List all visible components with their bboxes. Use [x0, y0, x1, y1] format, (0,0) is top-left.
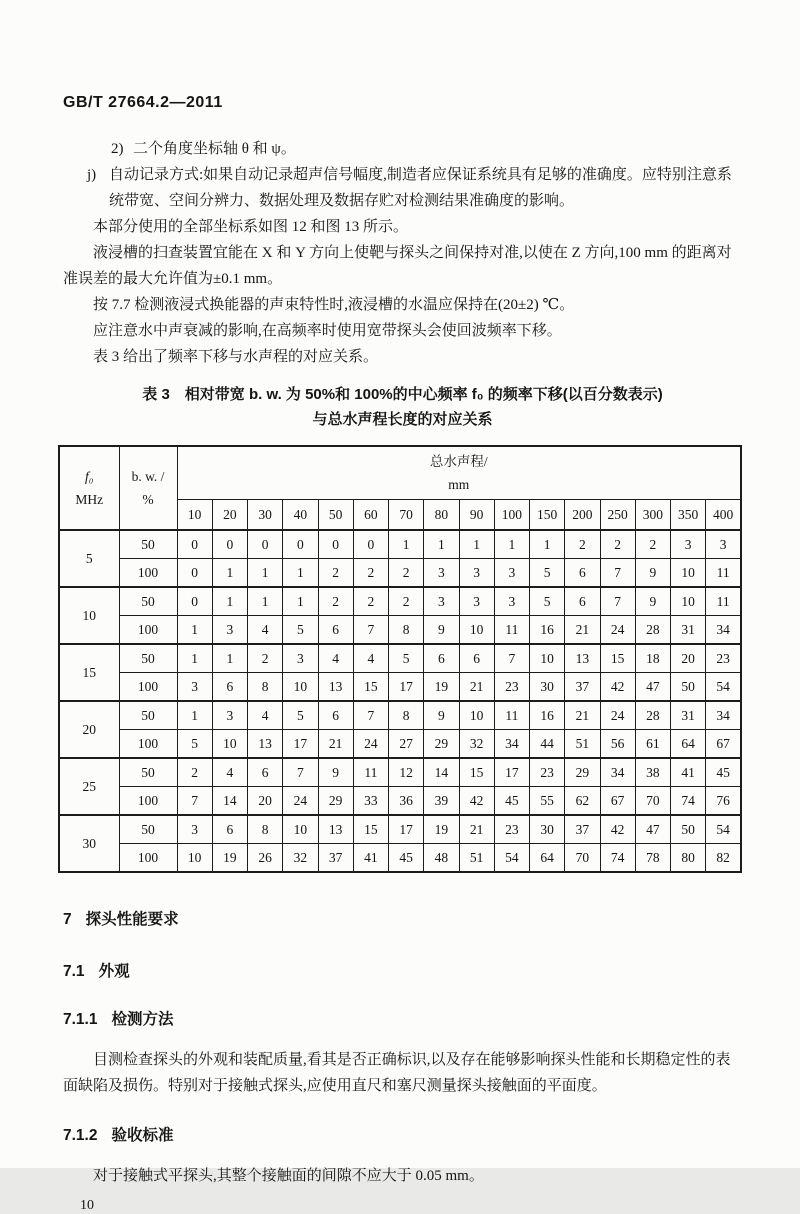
- header-waterpath-unit: mm: [448, 477, 470, 492]
- section-7-1-2-heading: [63, 1125, 742, 1147]
- table3-row-f0-25-bw-100: [59, 787, 741, 816]
- cell-value: 1: [424, 530, 459, 559]
- cell-value: 1: [248, 587, 283, 616]
- cell-value: 17: [389, 815, 424, 844]
- cell-value: 2: [318, 587, 353, 616]
- header-bw: [119, 446, 177, 530]
- cell-value: 11: [494, 616, 529, 645]
- header-waterpath: [177, 446, 741, 500]
- cell-value: 30: [530, 815, 565, 844]
- list-item-2-text: 二个角度坐标轴 θ 和 ψ。: [133, 141, 296, 157]
- cell-value: 41: [353, 844, 388, 873]
- header-distance-250: 250: [600, 500, 635, 531]
- cell-value: 5: [389, 644, 424, 673]
- header-distance-350: 350: [671, 500, 706, 531]
- cell-value: 5: [530, 559, 565, 588]
- table3-head: [59, 446, 741, 530]
- cell-value: 70: [635, 787, 670, 816]
- cell-bw: 100: [119, 844, 177, 873]
- cell-value: 16: [530, 701, 565, 730]
- cell-value: 76: [706, 787, 741, 816]
- header-waterpath-label: 总水声程/: [429, 454, 488, 469]
- cell-value: 13: [565, 644, 600, 673]
- header-bw-label: b. w. /: [131, 469, 165, 484]
- cell-value: 31: [671, 701, 706, 730]
- cell-value: 39: [424, 787, 459, 816]
- cell-value: 6: [318, 701, 353, 730]
- table3-row-f0-5-bw-50: [59, 530, 741, 559]
- cell-value: 5: [283, 616, 318, 645]
- cell-value: 37: [318, 844, 353, 873]
- cell-value: 16: [530, 616, 565, 645]
- cell-value: 23: [494, 673, 529, 702]
- cell-value: 21: [459, 815, 494, 844]
- cell-value: 21: [565, 701, 600, 730]
- cell-value: 2: [389, 559, 424, 588]
- cell-value: 2: [389, 587, 424, 616]
- paragraph-water-temperature: 按 7.7 检测液浸式换能器的声束特性时,液浸槽的水温应保持在(20±2) ℃。: [93, 297, 575, 313]
- cell-value: 7: [494, 644, 529, 673]
- cell-value: 14: [424, 758, 459, 787]
- cell-value: 1: [177, 616, 212, 645]
- header-distance-10: 10: [177, 500, 212, 531]
- cell-value: 1: [177, 701, 212, 730]
- cell-value: 47: [635, 815, 670, 844]
- cell-bw: 100: [119, 616, 177, 645]
- cell-value: 3: [177, 673, 212, 702]
- cell-value: 8: [389, 616, 424, 645]
- cell-value: 56: [600, 730, 635, 759]
- cell-value: 3: [212, 701, 247, 730]
- section-7-title: 探头性能要求: [85, 911, 179, 928]
- cell-value: 15: [353, 815, 388, 844]
- cell-value: 42: [459, 787, 494, 816]
- cell-value: 62: [565, 787, 600, 816]
- cell-value: 7: [353, 701, 388, 730]
- cell-bw: 50: [119, 758, 177, 787]
- cell-value: 47: [635, 673, 670, 702]
- cell-value: 11: [353, 758, 388, 787]
- cell-value: 3: [283, 644, 318, 673]
- cell-value: 4: [248, 701, 283, 730]
- cell-value: 2: [318, 559, 353, 588]
- cell-value: 9: [424, 616, 459, 645]
- list-block: [63, 136, 742, 214]
- table3-row-f0-30-bw-100: [59, 844, 741, 873]
- cell-bw: 50: [119, 644, 177, 673]
- cell-value: 27: [389, 730, 424, 759]
- cell-value: 2: [635, 530, 670, 559]
- cell-value: 29: [424, 730, 459, 759]
- header-distance-90: 90: [459, 500, 494, 531]
- table3-row-f0-15-bw-100: [59, 673, 741, 702]
- cell-value: 54: [494, 844, 529, 873]
- cell-value: 3: [494, 559, 529, 588]
- cell-value: 5: [530, 587, 565, 616]
- cell-value: 45: [494, 787, 529, 816]
- cell-value: 54: [706, 815, 741, 844]
- cell-value: 6: [248, 758, 283, 787]
- table3-row-f0-10-bw-100: [59, 616, 741, 645]
- cell-value: 0: [177, 559, 212, 588]
- doc-number: GB/T 27664.2—2011: [63, 94, 223, 111]
- cell-value: 3: [424, 587, 459, 616]
- cell-value: 6: [212, 673, 247, 702]
- header-distance-70: 70: [389, 500, 424, 531]
- cell-bw: 100: [119, 787, 177, 816]
- cell-value: 11: [706, 587, 741, 616]
- cell-value: 0: [212, 530, 247, 559]
- cell-value: 1: [177, 644, 212, 673]
- cell-value: 24: [600, 701, 635, 730]
- cell-value: 51: [565, 730, 600, 759]
- cell-value: 7: [600, 587, 635, 616]
- cell-value: 48: [424, 844, 459, 873]
- list-item-j-marker: j): [87, 167, 97, 183]
- header-distance-80: 80: [424, 500, 459, 531]
- section-7-heading: [63, 909, 742, 931]
- cell-value: 0: [283, 530, 318, 559]
- table3-row-f0-15-bw-50: [59, 644, 741, 673]
- cell-value: 13: [318, 815, 353, 844]
- cell-value: 1: [283, 587, 318, 616]
- cell-value: 24: [353, 730, 388, 759]
- paragraph-coordinate-systems: 本部分使用的全部坐标系如图 12 和图 13 所示。: [93, 219, 409, 235]
- paragraph-attenuation: 应注意水中声衰减的影响,在高频率时使用宽带探头会使回波频率下移。: [93, 323, 562, 339]
- table3-header-row-1: [59, 446, 741, 500]
- paragraph-table3-intro: 表 3 给出了频率下移与水声程的对应关系。: [93, 349, 379, 365]
- cell-value: 42: [600, 815, 635, 844]
- cell-value: 18: [635, 644, 670, 673]
- cell-value: 23: [706, 644, 741, 673]
- cell-value: 0: [248, 530, 283, 559]
- cell-value: 0: [177, 530, 212, 559]
- table3-title: [63, 382, 742, 432]
- cell-value: 14: [212, 787, 247, 816]
- cell-value: 36: [389, 787, 424, 816]
- header-distance-50: 50: [318, 500, 353, 531]
- cell-value: 4: [212, 758, 247, 787]
- section-7-1-1-number: 7.1.1: [63, 1011, 98, 1028]
- cell-value: 26: [248, 844, 283, 873]
- header-distance-200: 200: [565, 500, 600, 531]
- cell-value: 13: [318, 673, 353, 702]
- cell-value: 7: [600, 559, 635, 588]
- cell-value: 29: [565, 758, 600, 787]
- cell-value: 67: [600, 787, 635, 816]
- cell-value: 2: [565, 530, 600, 559]
- cell-value: 21: [318, 730, 353, 759]
- header-distance-100: 100: [494, 500, 529, 531]
- cell-value: 10: [671, 559, 706, 588]
- cell-value: 2: [600, 530, 635, 559]
- cell-value: 10: [530, 644, 565, 673]
- section-7-1-2-paragraph: 对于接触式平探头,其整个接触面的间隙不应大于 0.05 mm。: [93, 1168, 484, 1184]
- cell-value: 44: [530, 730, 565, 759]
- section-7-1-1-title: 检测方法: [111, 1011, 174, 1028]
- cell-value: 21: [565, 616, 600, 645]
- cell-value: 10: [459, 701, 494, 730]
- section-7-1-title: 外观: [98, 963, 130, 980]
- cell-bw: 50: [119, 587, 177, 616]
- cell-value: 6: [565, 559, 600, 588]
- cell-value: 4: [248, 616, 283, 645]
- list-item-j: [63, 162, 742, 214]
- cell-value: 6: [318, 616, 353, 645]
- cell-value: 64: [671, 730, 706, 759]
- cell-value: 3: [212, 616, 247, 645]
- cell-value: 80: [671, 844, 706, 873]
- section-7-1-1-paragraph: 目测检查探头的外观和装配质量,看其是否正确标识,以及存在能够影响探头性能和长期稳定性的表面缺陷及损伤。特别对于接触式探头,应使用直尺和塞尺测量探头接触面的平面度。: [63, 1052, 731, 1094]
- cell-value: 1: [530, 530, 565, 559]
- cell-value: 23: [494, 815, 529, 844]
- cell-value: 2: [177, 758, 212, 787]
- header-distance-150: 150: [530, 500, 565, 531]
- cell-value: 9: [424, 701, 459, 730]
- header-bw-unit: %: [142, 492, 154, 507]
- cell-f0-10: 10: [59, 587, 119, 644]
- section-7-1-number: 7.1: [63, 963, 85, 980]
- cell-value: 7: [353, 616, 388, 645]
- cell-f0-5: 5: [59, 530, 119, 587]
- cell-value: 3: [494, 587, 529, 616]
- header-f0-symbol: f₀: [85, 469, 94, 484]
- cell-value: 10: [212, 730, 247, 759]
- cell-value: 12: [389, 758, 424, 787]
- cell-value: 74: [600, 844, 635, 873]
- cell-value: 32: [283, 844, 318, 873]
- cell-value: 20: [671, 644, 706, 673]
- cell-value: 78: [635, 844, 670, 873]
- cell-value: 2: [353, 559, 388, 588]
- cell-value: 15: [353, 673, 388, 702]
- cell-value: 10: [283, 815, 318, 844]
- cell-value: 9: [635, 559, 670, 588]
- section-7-1-heading: [63, 961, 742, 983]
- cell-f0-20: 20: [59, 701, 119, 758]
- cell-value: 5: [283, 701, 318, 730]
- cell-value: 34: [706, 701, 741, 730]
- cell-value: 2: [353, 587, 388, 616]
- cell-value: 0: [318, 530, 353, 559]
- cell-value: 17: [494, 758, 529, 787]
- cell-value: 10: [177, 844, 212, 873]
- table3-row-f0-5-bw-100: [59, 559, 741, 588]
- cell-value: 0: [353, 530, 388, 559]
- section-7-1-2-number: 7.1.2: [63, 1127, 98, 1144]
- section-7-1-1-heading: [63, 1009, 742, 1031]
- table3-title-line1: 表 3 相对带宽 b. w. 为 50%和 100%的中心频率 f₀ 的频率下移(以百分数表示): [142, 386, 663, 403]
- cell-value: 4: [353, 644, 388, 673]
- cell-value: 3: [424, 559, 459, 588]
- cell-value: 37: [565, 815, 600, 844]
- cell-bw: 100: [119, 673, 177, 702]
- cell-value: 28: [635, 616, 670, 645]
- cell-value: 31: [671, 616, 706, 645]
- cell-value: 41: [671, 758, 706, 787]
- section-7-1-2-title: 验收标准: [111, 1127, 174, 1144]
- cell-f0-30: 30: [59, 815, 119, 872]
- cell-value: 1: [283, 559, 318, 588]
- cell-value: 19: [424, 815, 459, 844]
- cell-value: 70: [565, 844, 600, 873]
- cell-value: 32: [459, 730, 494, 759]
- cell-value: 1: [248, 559, 283, 588]
- cell-value: 19: [212, 844, 247, 873]
- cell-value: 21: [459, 673, 494, 702]
- header-distance-30: 30: [248, 500, 283, 531]
- cell-value: 4: [318, 644, 353, 673]
- cell-value: 9: [635, 587, 670, 616]
- cell-value: 23: [530, 758, 565, 787]
- cell-bw: 100: [119, 559, 177, 588]
- cell-value: 6: [459, 644, 494, 673]
- cell-value: 10: [671, 587, 706, 616]
- table3-row-f0-10-bw-50: [59, 587, 741, 616]
- cell-value: 45: [706, 758, 741, 787]
- cell-value: 2: [248, 644, 283, 673]
- cell-value: 3: [706, 530, 741, 559]
- cell-value: 82: [706, 844, 741, 873]
- cell-value: 3: [459, 559, 494, 588]
- cell-value: 3: [671, 530, 706, 559]
- cell-value: 6: [565, 587, 600, 616]
- cell-bw: 100: [119, 730, 177, 759]
- cell-value: 11: [494, 701, 529, 730]
- table3-row-f0-25-bw-50: [59, 758, 741, 787]
- cell-bw: 50: [119, 701, 177, 730]
- cell-value: 55: [530, 787, 565, 816]
- header-distance-300: 300: [635, 500, 670, 531]
- cell-value: 61: [635, 730, 670, 759]
- page-number: 10: [80, 1198, 94, 1213]
- cell-value: 1: [494, 530, 529, 559]
- cell-value: 74: [671, 787, 706, 816]
- cell-value: 67: [706, 730, 741, 759]
- cell-value: 9: [318, 758, 353, 787]
- cell-value: 28: [635, 701, 670, 730]
- cell-value: 30: [530, 673, 565, 702]
- cell-value: 7: [283, 758, 318, 787]
- cell-value: 20: [248, 787, 283, 816]
- header-distance-60: 60: [353, 500, 388, 531]
- section-7-number: 7: [63, 911, 72, 928]
- cell-f0-25: 25: [59, 758, 119, 815]
- cell-value: 51: [459, 844, 494, 873]
- cell-value: 1: [212, 559, 247, 588]
- table3-row-f0-20-bw-100: [59, 730, 741, 759]
- cell-value: 8: [248, 815, 283, 844]
- table3-row-f0-20-bw-50: [59, 701, 741, 730]
- cell-value: 50: [671, 815, 706, 844]
- table3-row-f0-30-bw-50: [59, 815, 741, 844]
- cell-value: 24: [283, 787, 318, 816]
- cell-value: 3: [177, 815, 212, 844]
- cell-value: 24: [600, 616, 635, 645]
- cell-value: 15: [600, 644, 635, 673]
- table3-title-line2: 与总水声程长度的对应关系: [312, 411, 493, 428]
- list-item-2: [63, 136, 742, 162]
- cell-value: 8: [248, 673, 283, 702]
- cell-value: 1: [212, 644, 247, 673]
- cell-value: 10: [459, 616, 494, 645]
- table3: [58, 445, 742, 873]
- cell-value: 0: [177, 587, 212, 616]
- cell-value: 17: [283, 730, 318, 759]
- header-distance-20: 20: [212, 500, 247, 531]
- cell-value: 19: [424, 673, 459, 702]
- cell-value: 3: [459, 587, 494, 616]
- cell-bw: 50: [119, 530, 177, 559]
- cell-f0-15: 15: [59, 644, 119, 701]
- header-f0-unit: MHz: [75, 492, 104, 507]
- cell-value: 50: [671, 673, 706, 702]
- table3-body: [59, 530, 741, 872]
- cell-value: 42: [600, 673, 635, 702]
- cell-value: 34: [706, 616, 741, 645]
- cell-value: 33: [353, 787, 388, 816]
- cell-bw: 50: [119, 815, 177, 844]
- cell-value: 45: [389, 844, 424, 873]
- header-f0: [59, 446, 119, 530]
- cell-value: 15: [459, 758, 494, 787]
- cell-value: 6: [424, 644, 459, 673]
- cell-value: 1: [212, 587, 247, 616]
- cell-value: 1: [459, 530, 494, 559]
- header-distance-400: 400: [706, 500, 741, 531]
- cell-value: 34: [494, 730, 529, 759]
- cell-value: 29: [318, 787, 353, 816]
- cell-value: 6: [212, 815, 247, 844]
- header-distance-40: 40: [283, 500, 318, 531]
- paragraph-immersion-tank: 液浸槽的扫查装置宜能在 X 和 Y 方向上使靶与探头之间保持对准,以使在 Z 方向,100 mm 的距离对准误差的最大允许值为±0.1 mm。: [63, 245, 732, 287]
- list-item-2-marker: 2): [111, 141, 124, 157]
- cell-value: 8: [389, 701, 424, 730]
- cell-value: 38: [635, 758, 670, 787]
- list-item-j-text: 自动记录方式:如果自动记录超声信号幅度,制造者应保证系统具有足够的准确度。应特别注意系统带宽、空间分辨力、数据处理及数据存贮对检测结果准确度的影响。: [109, 167, 732, 209]
- cell-value: 64: [530, 844, 565, 873]
- cell-value: 54: [706, 673, 741, 702]
- cell-value: 11: [706, 559, 741, 588]
- cell-value: 10: [283, 673, 318, 702]
- cell-value: 37: [565, 673, 600, 702]
- cell-value: 17: [389, 673, 424, 702]
- cell-value: 13: [248, 730, 283, 759]
- cell-value: 1: [389, 530, 424, 559]
- cell-value: 7: [177, 787, 212, 816]
- cell-value: 5: [177, 730, 212, 759]
- cell-value: 34: [600, 758, 635, 787]
